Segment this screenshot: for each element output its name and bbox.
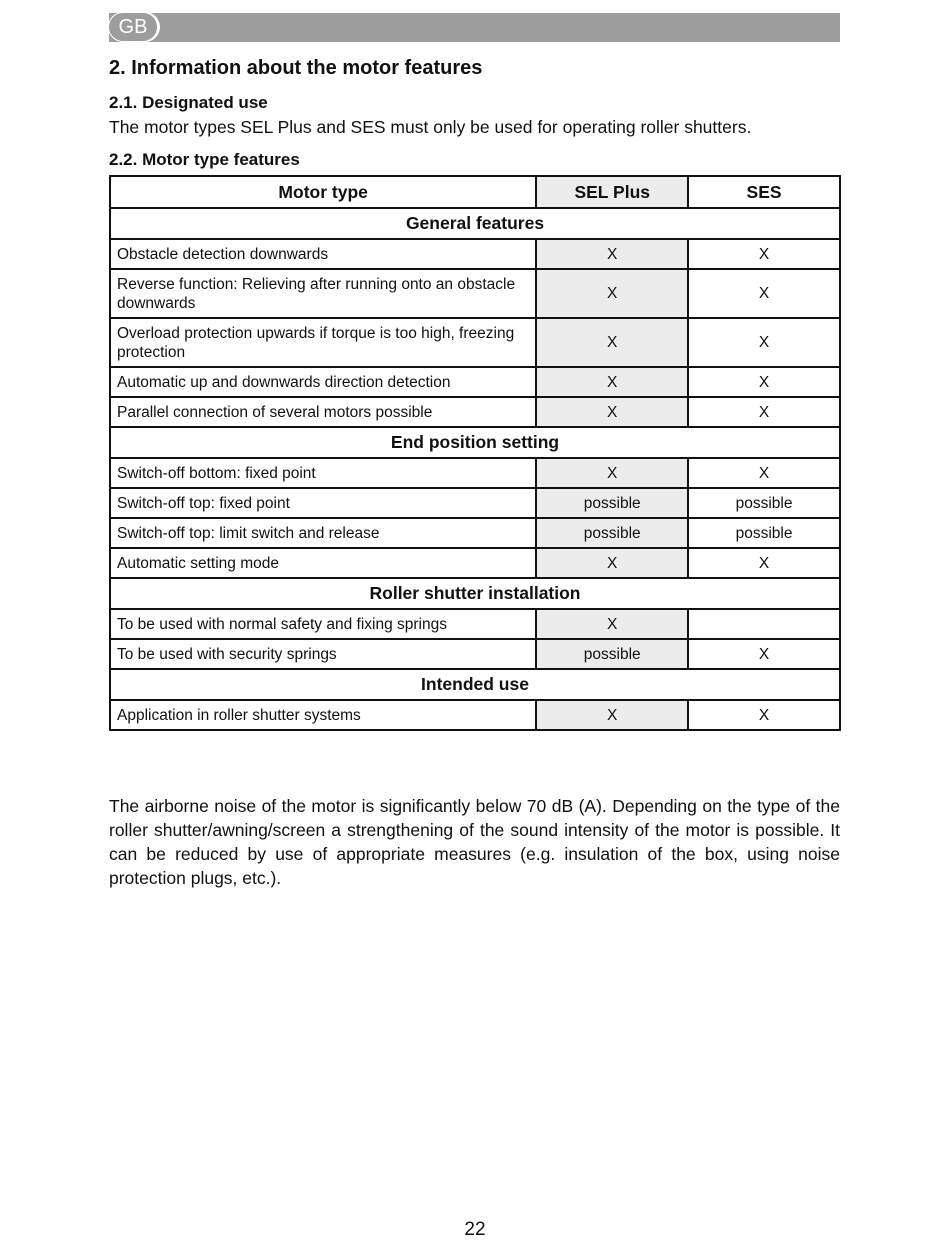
sel-plus-cell: X [536, 397, 688, 427]
ses-cell: X [688, 318, 840, 367]
table-row [110, 397, 840, 427]
table-row [110, 239, 840, 269]
feature-cell: Parallel connection of several motors possible [110, 397, 536, 427]
ses-cell: X [688, 700, 840, 730]
sel-plus-cell: X [536, 458, 688, 488]
feature-cell: To be used with normal safety and fixing springs [110, 609, 536, 639]
sel-plus-cell: possible [536, 488, 688, 518]
table-row [110, 318, 840, 367]
ses-cell: possible [688, 518, 840, 548]
sel-plus-cell: X [536, 548, 688, 578]
header-sel-plus: SEL Plus [536, 176, 688, 208]
sel-plus-cell: X [536, 367, 688, 397]
language-badge: GB [108, 12, 158, 42]
designated-use-text: The motor types SEL Plus and SES must only be used for operating roller shutters. [109, 117, 752, 137]
feature-cell: Overload protection upwards if torque is too high, freezing protection [110, 318, 536, 367]
feature-cell: Switch-off top: limit switch and release [110, 518, 536, 548]
motor-features-heading: 2.2. Motor type features [109, 150, 300, 169]
feature-cell: Application in roller shutter systems [110, 700, 536, 730]
table-section-row [110, 427, 840, 458]
table-section-row [110, 578, 840, 609]
sel-plus-cell: X [536, 700, 688, 730]
section-label: Intended use [110, 669, 840, 700]
feature-cell: Automatic up and downwards direction detection [110, 367, 536, 397]
sel-plus-cell: possible [536, 518, 688, 548]
table-row [110, 609, 840, 639]
sel-plus-cell: X [536, 609, 688, 639]
header-motor-type: Motor type [110, 176, 536, 208]
table-row [110, 488, 840, 518]
table-row [110, 548, 840, 578]
table-row [110, 639, 840, 669]
section-label: End position setting [110, 427, 840, 458]
feature-cell: Obstacle detection downwards [110, 239, 536, 269]
feature-cell: To be used with security springs [110, 639, 536, 669]
ses-cell: X [688, 397, 840, 427]
sel-plus-cell: X [536, 269, 688, 318]
ses-cell: X [688, 239, 840, 269]
ses-cell: X [688, 458, 840, 488]
sel-plus-cell: X [536, 239, 688, 269]
table-section-row [110, 208, 840, 239]
table-row [110, 518, 840, 548]
motor-features-table [109, 175, 841, 731]
section-title: 2. Information about the motor features [109, 57, 483, 79]
section-label: Roller shutter installation [110, 578, 840, 609]
ses-cell: X [688, 367, 840, 397]
page-number: 22 [464, 1219, 486, 1240]
feature-cell: Switch-off bottom: fixed point [110, 458, 536, 488]
ses-cell: X [688, 548, 840, 578]
designated-use-heading: 2.1. Designated use [109, 93, 268, 112]
table-row [110, 700, 840, 730]
noise-note: The airborne noise of the motor is significantly below 70 dB (A). Depending on the type of the roller shutter/awning/screen a strengthening of the sound intensity of the motor is possible. It can be reduced by use of appropriate measures (e.g. insulation of the box, using noise protection plugs, etc.). [109, 796, 840, 888]
sel-plus-cell: possible [536, 639, 688, 669]
feature-cell: Reverse function: Relieving after running onto an obstacle downwards [110, 269, 536, 318]
feature-cell: Automatic setting mode [110, 548, 536, 578]
table-row [110, 458, 840, 488]
table-row [110, 367, 840, 397]
section-label: General features [110, 208, 840, 239]
table-header-row [110, 176, 840, 208]
ses-cell [688, 609, 840, 639]
feature-cell: Switch-off top: fixed point [110, 488, 536, 518]
header-ses: SES [688, 176, 840, 208]
ses-cell: X [688, 639, 840, 669]
ses-cell: possible [688, 488, 840, 518]
ses-cell: X [688, 269, 840, 318]
table-row [110, 269, 840, 318]
header-bar [109, 13, 840, 42]
table-section-row [110, 669, 840, 700]
sel-plus-cell: X [536, 318, 688, 367]
